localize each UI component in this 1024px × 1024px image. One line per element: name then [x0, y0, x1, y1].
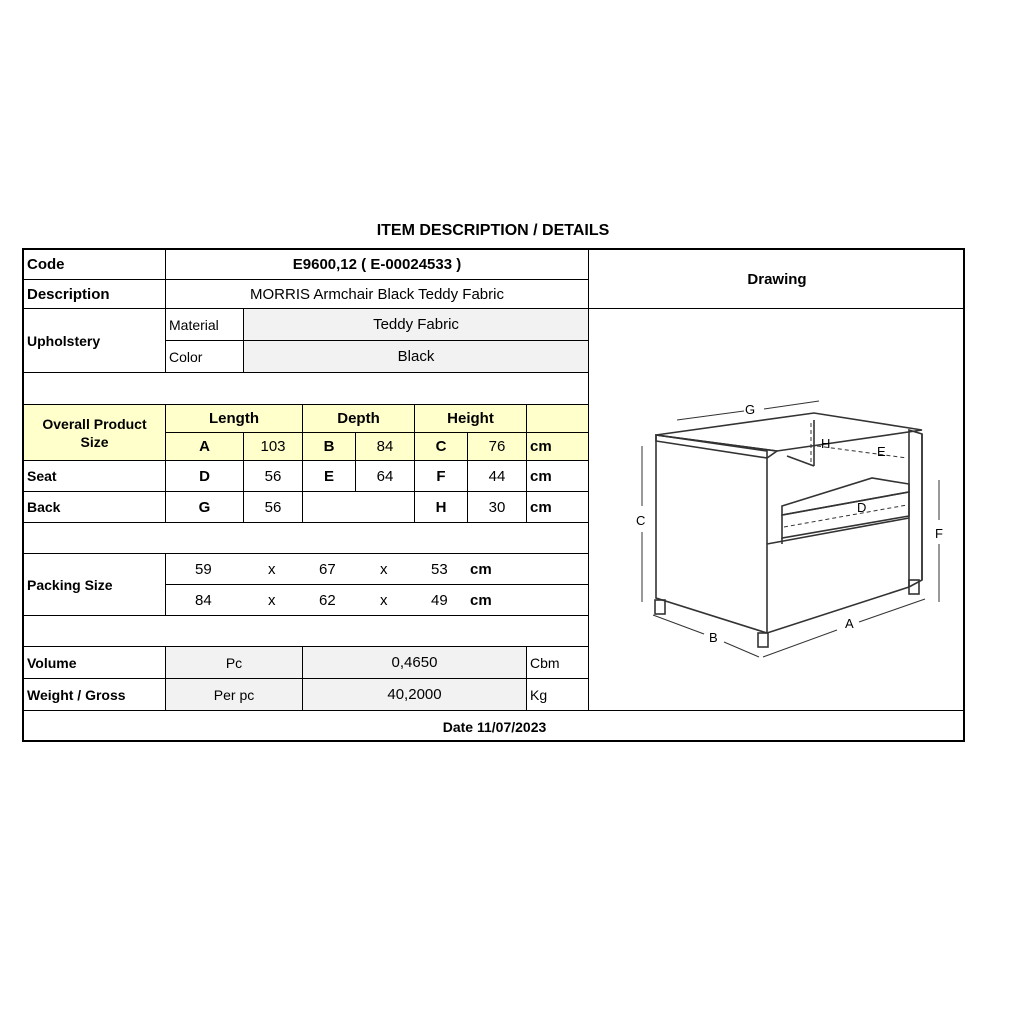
h-value: 30: [468, 492, 527, 523]
material-label: Material: [166, 309, 244, 341]
depth-header: Depth: [303, 405, 415, 433]
dim-label-c: C: [636, 513, 646, 528]
packing-length: 84: [195, 591, 212, 609]
b-letter: B: [303, 433, 356, 461]
e-value: 64: [356, 461, 415, 492]
g-letter: G: [166, 492, 244, 523]
packing-length: 59: [195, 560, 212, 578]
seat-unit: cm: [527, 461, 589, 492]
c-letter: C: [415, 433, 468, 461]
details-table: [22, 248, 965, 742]
weight-basis: Per pc: [166, 679, 303, 711]
h-letter: H: [415, 492, 468, 523]
dim-label-b: B: [709, 630, 718, 645]
material-value: Teddy Fabric: [244, 309, 589, 341]
code-label: Code: [24, 250, 166, 280]
packing-height: 53: [431, 560, 448, 578]
color-label: Color: [166, 341, 244, 373]
right-arm: [909, 430, 922, 587]
a-letter: A: [166, 433, 244, 461]
overall-unit: cm: [527, 433, 589, 461]
packing-x: x: [380, 560, 388, 578]
packing-unit: cm: [470, 591, 492, 609]
packing-unit: cm: [470, 560, 492, 578]
spacer-row: [24, 616, 589, 647]
packing-x: x: [268, 560, 276, 578]
left-arm-top: [656, 435, 777, 458]
packing-x: x: [268, 591, 276, 609]
f-letter: F: [415, 461, 468, 492]
packing-width: 62: [319, 591, 336, 609]
overall-size-label-line2: Size: [80, 433, 109, 450]
packing-height: 49: [431, 591, 448, 609]
f-value: 44: [468, 461, 527, 492]
dim-label-e: E: [877, 444, 886, 459]
a-value: 103: [244, 433, 303, 461]
volume-basis: Pc: [166, 647, 303, 679]
dim-label-f: F: [935, 526, 943, 541]
volume-value: 0,4650: [303, 647, 527, 679]
dim-label-g: G: [745, 402, 756, 417]
b-value: 84: [356, 433, 415, 461]
back-label: Back: [24, 492, 166, 523]
seat-label: Seat: [24, 461, 166, 492]
armchair-diagram: [589, 308, 965, 710]
packing-x: x: [380, 591, 388, 609]
weight-unit: Kg: [527, 679, 589, 711]
upholstery-label: Upholstery: [24, 309, 166, 373]
overall-size-label: [24, 405, 166, 461]
sheet-title: ITEM DESCRIPTION / DETAILS: [376, 222, 610, 239]
volume-unit: Cbm: [527, 647, 589, 679]
weight-label: Weight / Gross: [24, 679, 166, 711]
description-value: MORRIS Armchair Black Teddy Fabric: [166, 280, 589, 309]
description-label: Description: [24, 280, 166, 309]
seat-cushion-top: [782, 478, 909, 515]
packing-row-1: [166, 554, 589, 585]
packing-row-2: [166, 585, 589, 616]
armchair-drawing: [589, 308, 965, 710]
spacer-row: [24, 523, 589, 554]
g-value: 56: [244, 492, 303, 523]
packing-label: Packing Size: [24, 554, 166, 616]
back-unit: cm: [527, 492, 589, 523]
unit-header: [527, 405, 589, 433]
drawing-header: Drawing: [589, 250, 965, 309]
left-arm-front: [656, 435, 767, 633]
dim-label-d: D: [857, 500, 867, 515]
leg-front-left: [655, 600, 665, 614]
seat-front: [782, 492, 909, 538]
volume-label: Volume: [24, 647, 166, 679]
e-letter: E: [303, 461, 356, 492]
weight-value: 40,2000: [303, 679, 527, 711]
packing-width: 67: [319, 560, 336, 578]
dim-label-h: H: [821, 436, 831, 451]
c-value: 76: [468, 433, 527, 461]
code-value: E9600,12 ( E-00024533 ): [166, 250, 589, 280]
spacer-row: [24, 373, 589, 405]
color-value: Black: [244, 341, 589, 373]
d-letter: D: [166, 461, 244, 492]
height-header: Height: [415, 405, 527, 433]
overall-size-label-line1: Overall Product: [42, 415, 147, 432]
date-footer: Date 11/07/2023: [442, 718, 547, 735]
leg-front-right: [758, 633, 768, 647]
dim-label-a: A: [845, 616, 854, 631]
length-header: Length: [166, 405, 303, 433]
back-empty-cell: [303, 492, 415, 523]
d-value: 56: [244, 461, 303, 492]
